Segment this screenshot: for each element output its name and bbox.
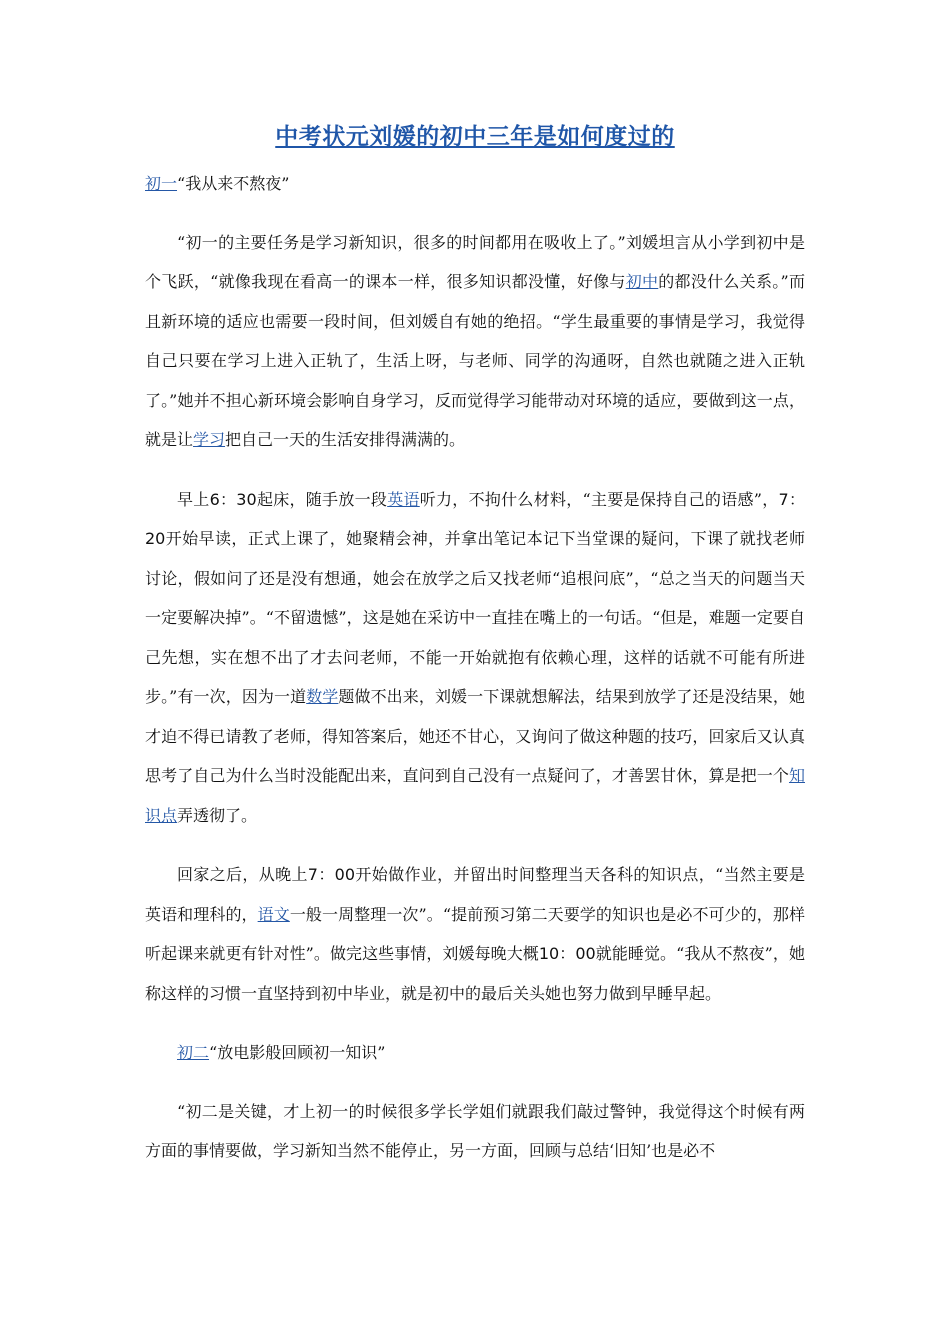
time-text: 7：00	[307, 865, 356, 884]
paragraph-text: 回家之后，从晚上	[177, 865, 308, 884]
paragraph-text: 早上	[177, 489, 210, 509]
paragraph-2	[145, 480, 805, 836]
paragraph-3	[145, 855, 805, 1013]
paragraph-text: 起床，随手放一段	[256, 489, 388, 509]
link-knowledge-point[interactable]: 知识点	[145, 766, 805, 825]
paragraph-text: “初一的主要任务是学习新知识，很多的时间都用在吸收上了。”刘媛坦言从小学到初中是个飞跃，“就像我现在看高一的课本一样，很多知识都没懂，好像与	[145, 232, 805, 291]
paragraph-text: 听力，不拘什么材料，“主要是保持自己的语感”，	[419, 489, 779, 509]
document-title	[0, 118, 950, 151]
paragraph-text: 开始早读，正式上课了，她聚精会神，并拿出笔记本记下当堂课的疑问，下课了就找老师讨论，假如问了还是没有想通，她会在放学之后又找老师“追根问底”，“总之当天的问题当天一定要解决掉”。“不留遗憾”，这是她在采访中一直挂在嘴上的一句话。“但是，难题一定要自己先想，实在想不出了才去问老师，不能一开始就抱有依赖心理，这样的话就不可能有所进步。”有一次，因为一道	[145, 529, 805, 706]
link-english[interactable]: 英语	[387, 489, 420, 509]
link-junior-high[interactable]: 初中	[625, 272, 659, 291]
time-text: 7：20	[145, 489, 805, 548]
section-heading-grade1	[145, 164, 805, 204]
paragraph-text: 弄透彻了。	[177, 805, 258, 825]
section-heading-text: “放电影般回顾初一知识”	[209, 1043, 386, 1062]
link-study[interactable]: 学习	[193, 430, 226, 449]
link-grade1[interactable]: 初一	[145, 174, 178, 193]
paragraph-text: “初二是关键，才上初一的时候很多学长学姐们就跟我们敲过警钟，我觉得这个时候有两方面的事情要做，学习新知当然不能停止，另一方面，回顾与总结‘旧知’也是必不	[145, 1101, 805, 1160]
paragraph-text: 的都没什么关系。”而且新环境的适应也需要一段时间，但刘媛自有她的绝招。“学生最重要的事情是学习，我觉得自己只要在学习上进入正轨了，生活上呀，与老师、同学的沟通呀，自然也就随之进入正轨了。”她并不担心新环境会影响自身学习，反而觉得学习能带动对环境的适应，要做到这一点，就是让	[145, 272, 805, 449]
link-grade2[interactable]: 初二	[177, 1043, 210, 1062]
link-math[interactable]: 数学	[306, 687, 339, 706]
paragraph-text: 一般一周整理一次”。“提前预习第二天要学的知识也是必不可少的，那样听起课来就更有针对性”。做完这些事情，刘媛每晚大概	[145, 904, 805, 963]
paragraph-text: 就能睡觉。“我从不熬夜”，她称这样的习惯一直坚持到初中毕业，就是初中的最后关头她也努力做到早睡早起。	[145, 944, 805, 1003]
paragraph-text: 开始做作业，并留出时间整理当天各科的知识点，“当然主要是英语和理科的，	[145, 865, 805, 924]
title-link[interactable]: 中考状元刘媛的初中三年是如何度过的	[275, 123, 675, 150]
section-heading-text: “我从来不熬夜”	[177, 174, 290, 193]
paragraph-1	[145, 223, 805, 460]
document-body	[145, 164, 805, 1171]
paragraph-text: 把自己一天的生活安排得满满的。	[225, 430, 466, 449]
section-heading-grade2	[145, 1033, 805, 1073]
paragraph-4	[145, 1092, 805, 1171]
time-text: 6：30	[209, 489, 257, 509]
time-text: 10：00	[538, 944, 596, 963]
paragraph-text: 题做不出来，刘媛一下课就想解法，结果到放学了还是没结果，她才迫不得已请教了老师，得知答案后，她还不甘心，又询问了做这种题的技巧，回家后又认真思考了自己为什么当时没能配出来，直问到自己没有一点疑问了，才善罢甘休，算是把一个	[145, 687, 805, 785]
link-chinese[interactable]: 语文	[257, 904, 290, 924]
